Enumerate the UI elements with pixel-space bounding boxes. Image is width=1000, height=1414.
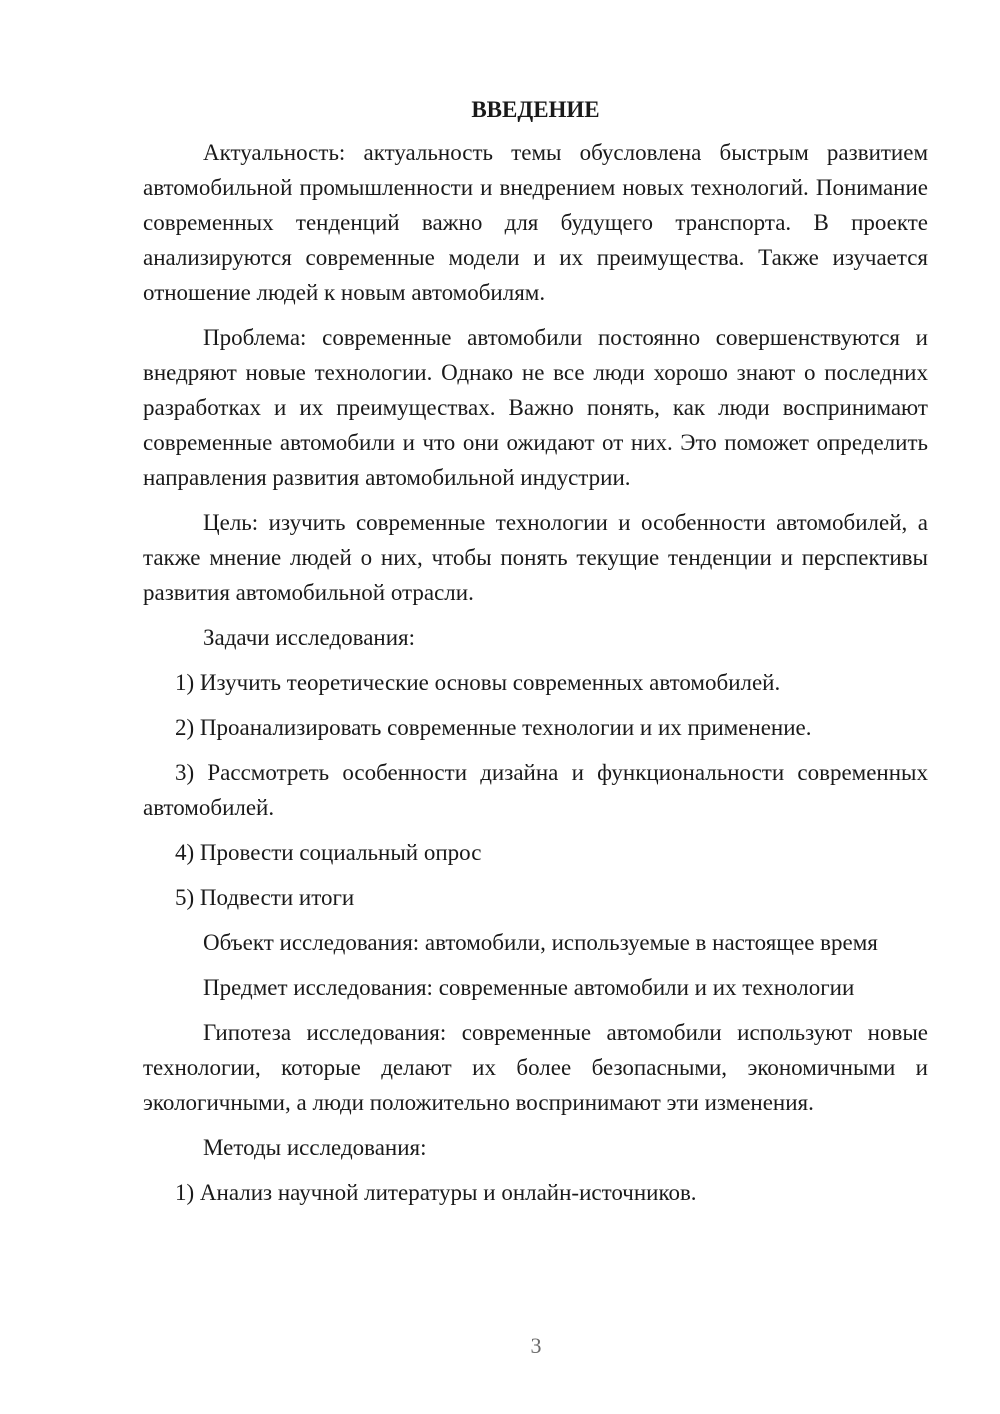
method-item: 1) Анализ научной литературы и онлайн-источников. (175, 1180, 697, 1205)
task-item: 5) Подвести итоги (175, 885, 355, 910)
relevance-paragraph: Актуальность: актуальность темы обусловлена быстрым развитием автомобильной промышленности и внедрением новых технологий. Понимание современных тенденций важно для будущего транспорта. В проекте анализируются современные модели и их преимущества. Также изучается отношение людей к новым автомобилям. (143, 140, 928, 305)
task-item: 3) Рассмотреть особенности дизайна и функциональности современных автомобилей. (143, 760, 928, 820)
problem-paragraph: Проблема: современные автомобили постоянно совершенствуются и внедряют новые технологии. Однако не все люди хорошо знают о последних разработках и их преимуществах. Важно понять, как люди воспринимают современные автомобили и что они ожидают от них. Это поможет определить направления развития автомобильной индустрии. (143, 325, 928, 490)
hypothesis-paragraph: Гипотеза исследования: современные автомобили используют новые технологии, которые делают их более безопасными, экономичными и экологичными, а люди положительно воспринимают эти изменения. (143, 1020, 928, 1115)
tasks-title: Задачи исследования: (203, 625, 416, 650)
section-heading: ВВЕДЕНИЕ (471, 97, 600, 122)
task-item: 1) Изучить теоретические основы современных автомобилей. (175, 670, 781, 695)
object-paragraph: Объект исследования: автомобили, используемые в настоящее время (203, 930, 878, 955)
task-item: 2) Проанализировать современные технологии и их применение. (175, 715, 812, 740)
methods-title: Методы исследования: (203, 1135, 427, 1160)
page-number: 3 (530, 1333, 542, 1358)
task-item: 4) Провести социальный опрос (175, 840, 482, 865)
subject-paragraph: Предмет исследования: современные автомобили и их технологии (203, 975, 855, 1000)
page-content (143, 95, 928, 1220)
goal-paragraph: Цель: изучить современные технологии и особенности автомобилей, а также мнение людей о них, чтобы понять текущие тенденции и перспективы развития автомобильной отрасли. (143, 510, 928, 605)
